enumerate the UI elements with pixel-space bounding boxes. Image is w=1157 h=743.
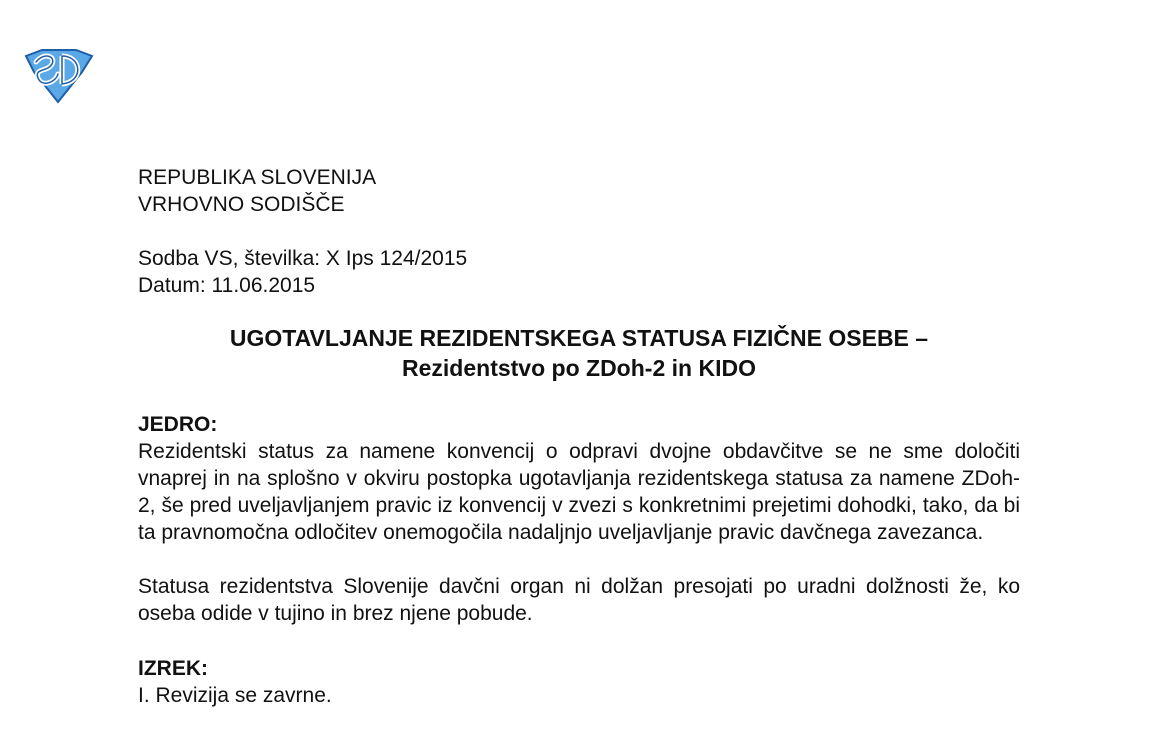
court-emblem-logo (22, 48, 96, 104)
title-line-1: UGOTAVLJANJE REZIDENTSKEGA STATUSA FIZIČNE OSEBE – (229, 325, 929, 351)
court-emblem-icon (22, 48, 96, 104)
jedro-heading: JEDRO: (138, 413, 218, 436)
decision-date: Datum: 11.06.2015 (138, 274, 316, 297)
izrek-item-1: I. Revizija se zavrne. (138, 684, 332, 707)
document-body (138, 164, 1020, 709)
document-title (138, 323, 1020, 383)
case-number: Sodba VS, številka: X Ips 124/2015 (138, 247, 468, 270)
izrek-heading: IZREK: (138, 657, 208, 680)
jedro-paragraph-2: Statusa rezidentstva Slovenije davčni organ ni dolžan presojati po uradni dolžnosti že, ko oseba odide v tujino in brez njene pobude. (138, 575, 1020, 625)
country-name: REPUBLIKA SLOVENIJA (138, 166, 377, 189)
jedro-paragraph-1: Rezidentski status za namene konvencij o odpravi dvojne obdavčitve se ne sme določiti vnaprej in na splošno v okviru postopka ugotavljanja rezidentskega statusa za namene ZDoh-2, še pred uveljavljanjem pravic iz konvencij v zvezi s konkretnimi prejetimi dohodki, tako, da bi ta pravnomočna odločitev onemogočila nadaljnjo uveljavljanje pravic davčnega zavezanca. (138, 440, 1020, 544)
court-name: VRHOVNO SODIŠČE (138, 193, 345, 216)
title-line-2: Rezidentstvo po ZDoh-2 in KIDO (402, 355, 756, 381)
